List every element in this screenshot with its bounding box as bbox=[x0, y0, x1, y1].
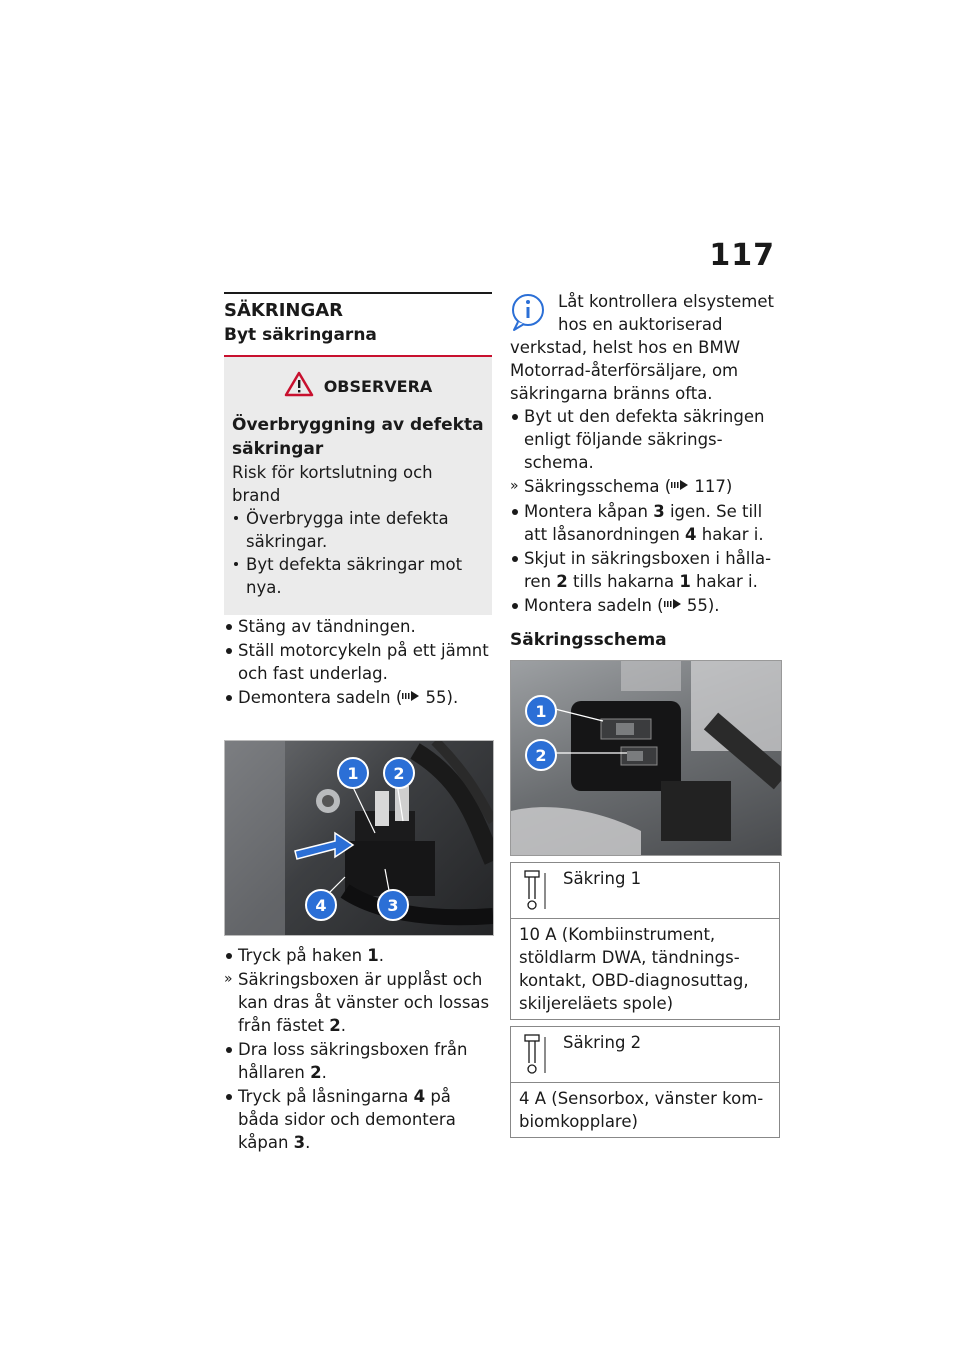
step-item bbox=[224, 686, 492, 710]
warning-header bbox=[232, 371, 484, 401]
page-reference-icon bbox=[664, 595, 682, 618]
left-column bbox=[224, 292, 492, 1155]
warning-text: Risk för kortslutning och brand bbox=[232, 463, 433, 505]
info-text-first: Låt kontrollera elsystemet hos en auktoriserad bbox=[558, 292, 774, 334]
warning-list bbox=[232, 507, 484, 599]
info-text-rest: verkstad, helst hos en BMW Motorrad-återförsäljare, om säkringarna bränns ofta. bbox=[510, 338, 741, 403]
info-icon bbox=[510, 292, 546, 338]
fusebox-location-photo bbox=[224, 740, 494, 936]
schema-title: Säkringsschema bbox=[510, 630, 667, 650]
fuse-header bbox=[511, 863, 779, 919]
page-number: 117 bbox=[709, 238, 775, 273]
step-item: Byt ut den defekta säkringen enligt följande säkrings-schema. bbox=[510, 405, 780, 474]
warning-title: Överbryggning av defekta säkringar bbox=[232, 415, 484, 459]
schema-callout-1: 1 bbox=[525, 695, 557, 727]
callout-2: 2 bbox=[383, 757, 415, 789]
warning-item: Byt defekta säkringar mot nya. bbox=[232, 553, 484, 599]
callout-1: 1 bbox=[337, 757, 369, 789]
callout-4: 4 bbox=[305, 889, 337, 921]
step-item: Montera sadeln ( 55). bbox=[510, 594, 780, 618]
section-rule bbox=[224, 292, 492, 294]
schema-callout-2: 2 bbox=[525, 739, 557, 771]
info-note bbox=[510, 290, 780, 405]
step-item: Stäng av tändningen. bbox=[224, 615, 492, 638]
right-column bbox=[510, 290, 780, 1138]
fuse-icon bbox=[519, 1033, 563, 1081]
callout-3: 3 bbox=[377, 889, 409, 921]
subsection-title: Byt säkringarna bbox=[224, 325, 377, 345]
step-item: Skjut in säkringsboxen i hålla-ren 2 tills hakarna 1 hakar i. bbox=[510, 547, 780, 593]
step-list bbox=[224, 615, 492, 710]
step-item: Montera kåpan 3 igen. Se till att låsanordningen 4 hakar i. bbox=[510, 500, 780, 546]
fuse-schema-photo bbox=[510, 660, 782, 856]
step-item: Ställ motorcykeln på ett jämnt och fast underlag. bbox=[224, 639, 492, 685]
step-item: Dra loss säkringsboxen från hållaren 2. bbox=[224, 1038, 492, 1084]
warning-triangle-icon bbox=[284, 371, 314, 401]
fuse-name: Säkring 1 bbox=[563, 869, 642, 888]
fuse-description: 4 A (Sensorbox, vänster kom-biomkopplare) bbox=[519, 1089, 764, 1131]
step-item: Tryck på haken 1. bbox=[224, 944, 492, 967]
fuse-description: 10 A (Kombiinstrument, stöldlarm DWA, tändnings-kontakt, OBD-diagnosuttag, skiljereläets spole) bbox=[519, 925, 749, 1013]
result-item: » Säkringsschema ( 117) bbox=[510, 475, 780, 499]
warning-box bbox=[224, 357, 492, 615]
fuse-header bbox=[511, 1027, 779, 1083]
warning-item: Överbrygga inte defekta säkringar. bbox=[232, 507, 484, 553]
result-item: » Säkringsboxen är upplåst och kan dras åt vänster och lossas från fästet 2. bbox=[224, 968, 492, 1037]
step-list bbox=[510, 405, 780, 618]
fuse-icon bbox=[519, 869, 563, 917]
section-title: SÄKRINGAR bbox=[224, 300, 344, 321]
step-item: Tryck på låsningarna 4 på båda sidor och demontera kåpan 3. bbox=[224, 1085, 492, 1154]
fuse-table-1 bbox=[510, 862, 780, 1020]
page-reference-icon bbox=[671, 476, 689, 499]
fuse-table-2 bbox=[510, 1026, 780, 1138]
step-list bbox=[224, 944, 492, 1154]
fuse-name: Säkring 2 bbox=[563, 1033, 642, 1052]
step-text: Demontera sadeln ( bbox=[238, 688, 403, 707]
warning-label: OBSERVERA bbox=[323, 376, 433, 396]
step-text: 55). bbox=[420, 688, 459, 707]
page-reference-icon bbox=[402, 687, 420, 710]
